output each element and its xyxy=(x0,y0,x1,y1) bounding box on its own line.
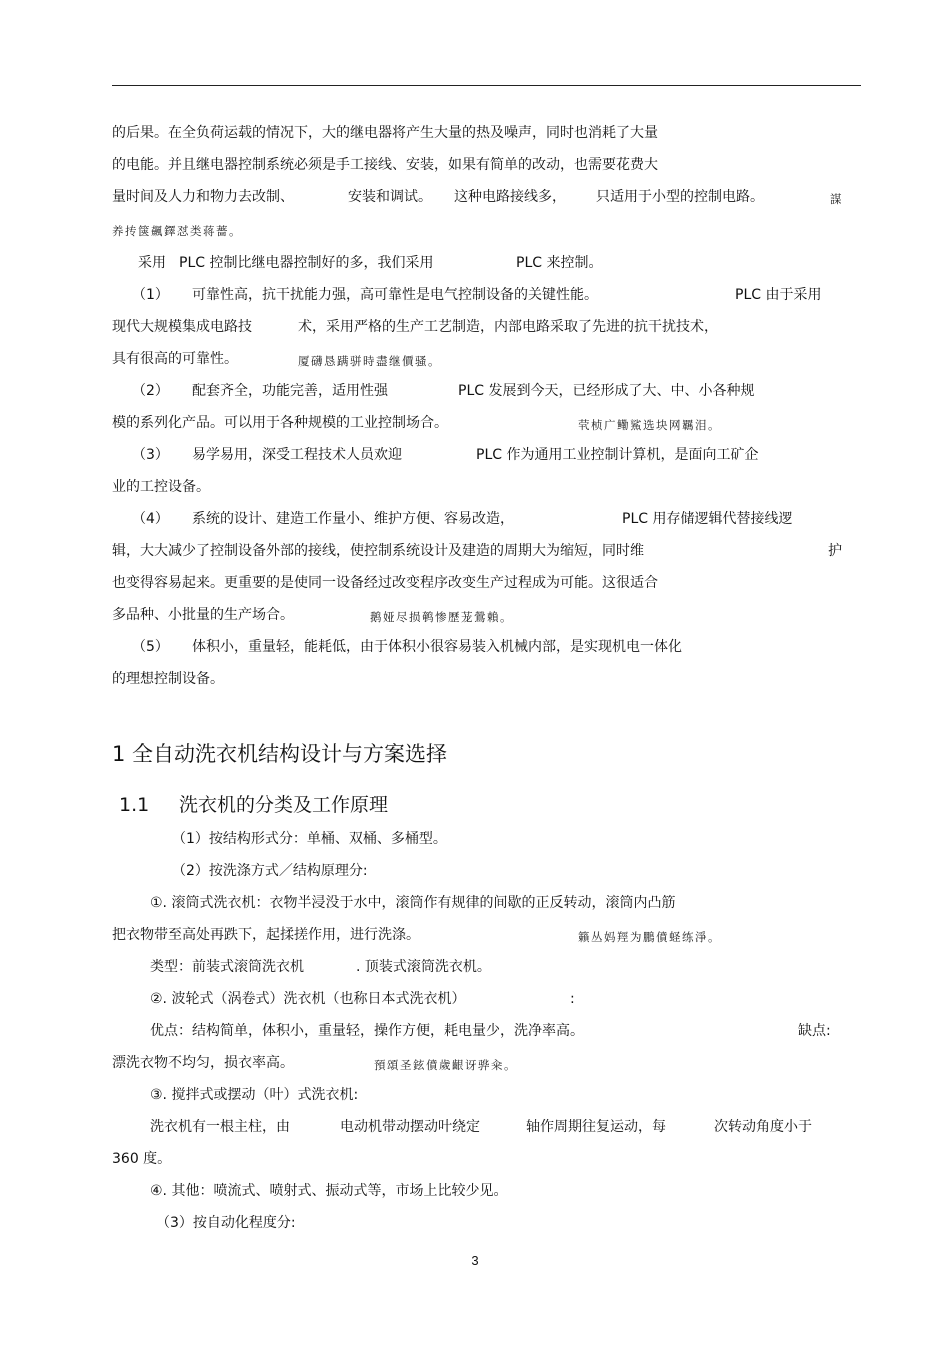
item-number: （2） xyxy=(132,383,169,399)
text-segment: 这种电路接线多， xyxy=(454,189,566,205)
text-segment: 安装和调试。 xyxy=(348,189,432,205)
garbled-text: 厦礴恳蹒骈時盡继價骚。 xyxy=(298,354,441,368)
text-segment: 次转动角度小于 xyxy=(714,1119,812,1135)
text-segment: 电动机带动摆动叶绕定 xyxy=(340,1119,480,1135)
text-segment: PLC 来控制。 xyxy=(516,255,603,271)
text-segment: 可靠性高，抗干扰能力强，高可靠性是电气控制设备的关键性能。 xyxy=(192,287,598,303)
text-segment: 具有很高的可靠性。 xyxy=(112,351,238,367)
text-segment: PLC 由于采用 xyxy=(735,287,822,303)
paragraph-line: 的电能。并且继电器控制系统必须是手工接线、安装，如果有简单的改动，也需要花费大 xyxy=(112,157,658,173)
item-number: （3） xyxy=(132,447,169,463)
header-rule xyxy=(112,85,861,86)
garbled-text: 預頌圣鉉僨歲齦讶骅籴。 xyxy=(374,1058,517,1072)
subsection-heading xyxy=(119,792,389,818)
text-segment: 辑，大大减少了控制设备外部的接线，使控制系统设计及建造的周期大为缩短，同时维 xyxy=(112,543,644,559)
paragraph-line: 360 度。 xyxy=(112,1151,172,1167)
paragraph-line: ③. 搅拌式或摆动（叶）式洗衣机: xyxy=(150,1087,359,1103)
subsection-number: 1.1 xyxy=(119,794,150,816)
text-segment: : xyxy=(570,991,575,1007)
text-segment: 易学易用，深受工程技术人员欢迎 xyxy=(192,447,402,463)
paragraph-line: ④. 其他：喷流式、喷射式、振动式等，市场上比较少见。 xyxy=(150,1183,508,1199)
text-segment: 只适用于小型的控制电路。 xyxy=(596,189,764,205)
item-number: （4） xyxy=(132,511,169,527)
text-segment: 量时间及人力和物力去改制、 xyxy=(112,189,294,205)
paragraph-line: （3）按自动化程度分: xyxy=(156,1215,296,1231)
subsection-title: 洗衣机的分类及工作原理 xyxy=(179,794,389,816)
paragraph-line: ①. 滚筒式洗衣机：衣物半浸没于水中，滚筒作有规律的间歇的正反转动，滚筒内凸筋 xyxy=(150,895,676,911)
text-segment: PLC 作为通用工业控制计算机，是面向工矿企 xyxy=(476,447,759,463)
text-segment: 轴作周期往复运动，每 xyxy=(526,1119,666,1135)
paragraph-line: 业的工控设备。 xyxy=(112,479,210,495)
text-segment: . 顶装式滚筒洗衣机。 xyxy=(356,959,491,975)
section-heading: 1 全自动洗衣机结构设计与方案选择 xyxy=(112,742,448,766)
text-segment: 多品种、小批量的生产场合。 xyxy=(112,607,294,623)
paragraph-line: （1）按结构形式分：单桶、双桶、多桶型。 xyxy=(172,831,447,847)
text-segment: 模的系列化产品。可以用于各种规模的工业控制场合。 xyxy=(112,415,448,431)
paragraph-line: （2）按洗涤方式／结构原理分: xyxy=(172,863,368,879)
text-segment: 护 xyxy=(828,543,842,559)
text-segment: 体积小，重量轻，能耗低，由于体积小很容易装入机械内部，是实现机电一体化 xyxy=(192,639,682,655)
text-segment: 漂洗衣物不均匀，损衣率高。 xyxy=(112,1055,294,1071)
garbled-text: 籟丛妈羥为鵬僨蛏练淨。 xyxy=(578,930,721,944)
text-segment: 缺点: xyxy=(798,1023,831,1039)
page-number: 3 xyxy=(471,1253,479,1268)
paragraph-line: 的理想控制设备。 xyxy=(112,671,224,687)
text-segment: 优点：结构简单，体积小，重量轻，操作方便，耗电量少，洗净率高。 xyxy=(150,1023,584,1039)
garbled-text: 謀 xyxy=(830,192,843,206)
text-segment: 配套齐全，功能完善，适用性强 xyxy=(192,383,388,399)
item-number: （1） xyxy=(132,287,169,303)
item-number: （5） xyxy=(132,639,169,655)
text-segment: PLC 控制比继电器控制好的多，我们采用 xyxy=(179,255,434,271)
text-segment: 采用 xyxy=(138,255,166,271)
text-segment: 术，采用严格的生产工艺制造，内部电路采取了先进的抗干扰技术， xyxy=(298,319,718,335)
garbled-text: 鹅娅尽损鹌惨歷茏鶯賴。 xyxy=(370,610,513,624)
paragraph-line: 的后果。在全负荷运载的情况下，大的继电器将产生大量的热及噪声，同时也消耗了大量 xyxy=(112,125,658,141)
text-segment: PLC 发展到今天，已经形成了大、中、小各种规 xyxy=(458,383,755,399)
text-segment: 系统的设计、建造工作量小、维护方便、容易改造， xyxy=(192,511,514,527)
text-segment: PLC 用存储逻辑代替接线逻 xyxy=(622,511,793,527)
garbled-text: 养抟箧飆鐸怼类蒋薔。 xyxy=(112,224,242,238)
text-segment: 洗衣机有一根主柱，由 xyxy=(150,1119,290,1135)
text-segment: ②. 波轮式（涡卷式）洗衣机（也称日本式洗衣机） xyxy=(150,991,466,1007)
garbled-text: 茕桢广鳓鯊选块网羈泪。 xyxy=(578,418,721,432)
text-segment: 把衣物带至高处再跌下，起揉搓作用，进行洗涤。 xyxy=(112,927,420,943)
text-segment: 类型：前装式滚筒洗衣机 xyxy=(150,959,304,975)
text-segment: 现代大规模集成电路技 xyxy=(112,319,252,335)
paragraph-line: 也变得容易起来。更重要的是使同一设备经过改变程序改变生产过程成为可能。这很适合 xyxy=(112,575,658,591)
